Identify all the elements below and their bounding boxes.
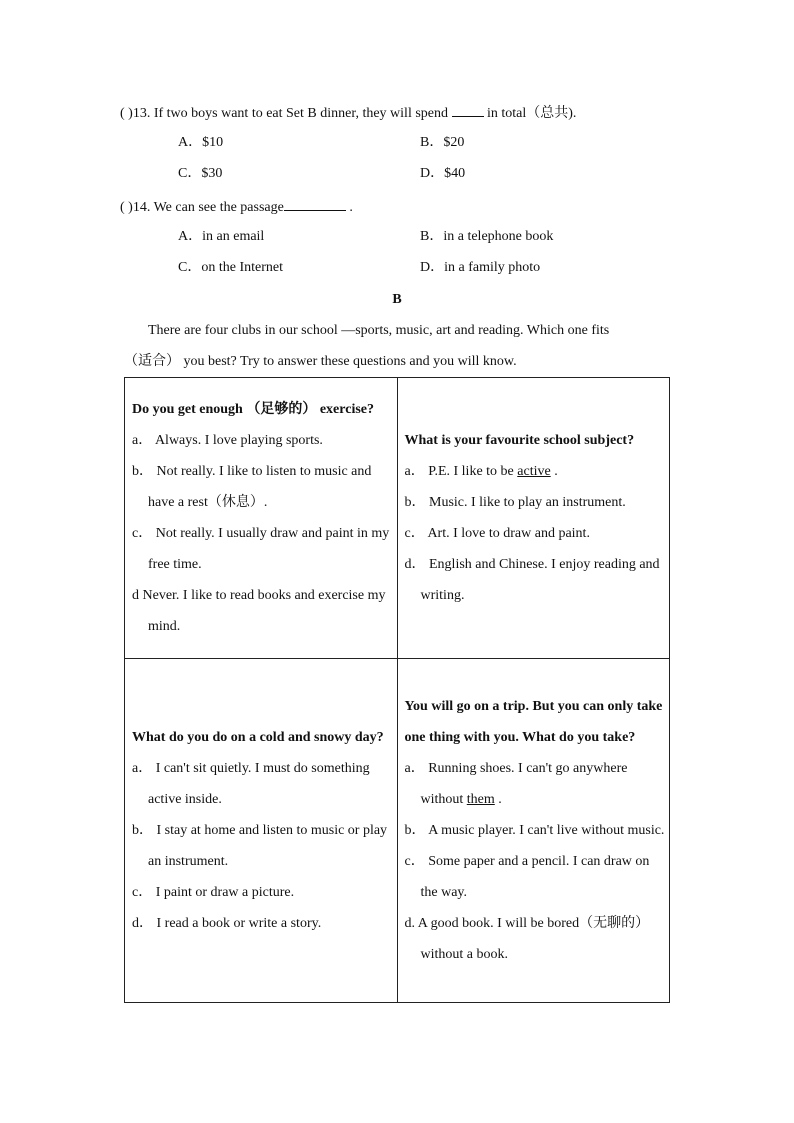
quiz-answer: c． I paint or draw a picture.: [132, 885, 295, 900]
quiz-cell-trip: [397, 659, 670, 1003]
quiz-answer: d． English and Chinese. I enjoy reading and writing.: [404, 557, 660, 603]
quiz-cell-exercise: [125, 378, 398, 659]
question-14: [120, 196, 353, 218]
question-13-option-b: B．$20: [420, 135, 465, 150]
quiz-answer: b． A music player. I can't live without music.: [404, 823, 665, 838]
question-13: [120, 102, 576, 124]
quiz-answer: d Never. I like to read books and exercise my mind.: [132, 588, 386, 634]
question-13-option-a: A．$10: [178, 135, 224, 150]
quiz-question: What is your favourite school subject?: [404, 433, 635, 448]
question-13-blank: [452, 102, 484, 117]
quiz-answer: c． Some paper and a pencil. I can draw on the way.: [404, 854, 650, 900]
question-13-number: ( )13.: [120, 106, 151, 121]
question-14-option-b: B．in a telephone book: [420, 229, 554, 244]
quiz-answer: b． Music. I like to play an instrument.: [404, 495, 626, 510]
quiz-question: Do you get enough （足够的） exercise?: [132, 402, 374, 417]
question-14-option-a: A．in an email: [178, 229, 265, 244]
quiz-answer: a． Running shoes. I can't go anywhere without them .: [404, 761, 628, 807]
quiz-answer: a． I can't sit quietly. I must do something active inside.: [132, 761, 370, 807]
question-14-text-after: .: [349, 200, 353, 215]
section-b-intro-line-2: （适合） you best? Try to answer these questions and you will know.: [124, 354, 517, 369]
question-14-option-c: C．on the Internet: [178, 260, 283, 275]
quiz-answer: d． I read a book or write a story.: [132, 916, 322, 931]
quiz-question: What do you do on a cold and snowy day?: [132, 730, 384, 745]
question-14-option-d: D．in a family photo: [420, 260, 541, 275]
underlined-word: them: [466, 792, 495, 807]
quiz-cell-subject: [397, 378, 670, 659]
quiz-answer: d. A good book. I will be bored（无聊的） without a book.: [404, 916, 650, 962]
quiz-table: [124, 377, 670, 1003]
question-14-blank: [284, 196, 346, 211]
quiz-answer: b． I stay at home and listen to music or play an instrument.: [132, 823, 388, 869]
quiz-question: You will go on a trip. But you can only take one thing with you. What do you take?: [404, 699, 663, 745]
underlined-word: active: [517, 464, 551, 479]
quiz-answer: a． Always. I love playing sports.: [132, 433, 323, 448]
section-b-title: B: [392, 292, 402, 307]
quiz-answer: b． Not really. I like to listen to music and have a rest（休息）.: [132, 464, 372, 510]
question-14-number: ( )14.: [120, 200, 151, 215]
quiz-answer: c． Art. I love to draw and paint.: [404, 526, 590, 541]
question-13-text-before: If two boys want to eat Set B dinner, they will spend: [153, 106, 448, 121]
question-13-option-c: C．$30: [178, 166, 223, 181]
quiz-cell-snowy-day: [125, 659, 398, 1003]
quiz-answer: a． P.E. I like to be active .: [404, 464, 558, 479]
question-13-text-after: in total（总共).: [487, 106, 577, 121]
quiz-answer: c． Not really. I usually draw and paint in my free time.: [132, 526, 390, 572]
section-b-intro-line-1: There are four clubs in our school —sports, music, art and reading. Which one fits: [148, 323, 610, 338]
question-13-option-d: D．$40: [420, 166, 466, 181]
question-14-text-before: We can see the passage: [153, 200, 284, 215]
